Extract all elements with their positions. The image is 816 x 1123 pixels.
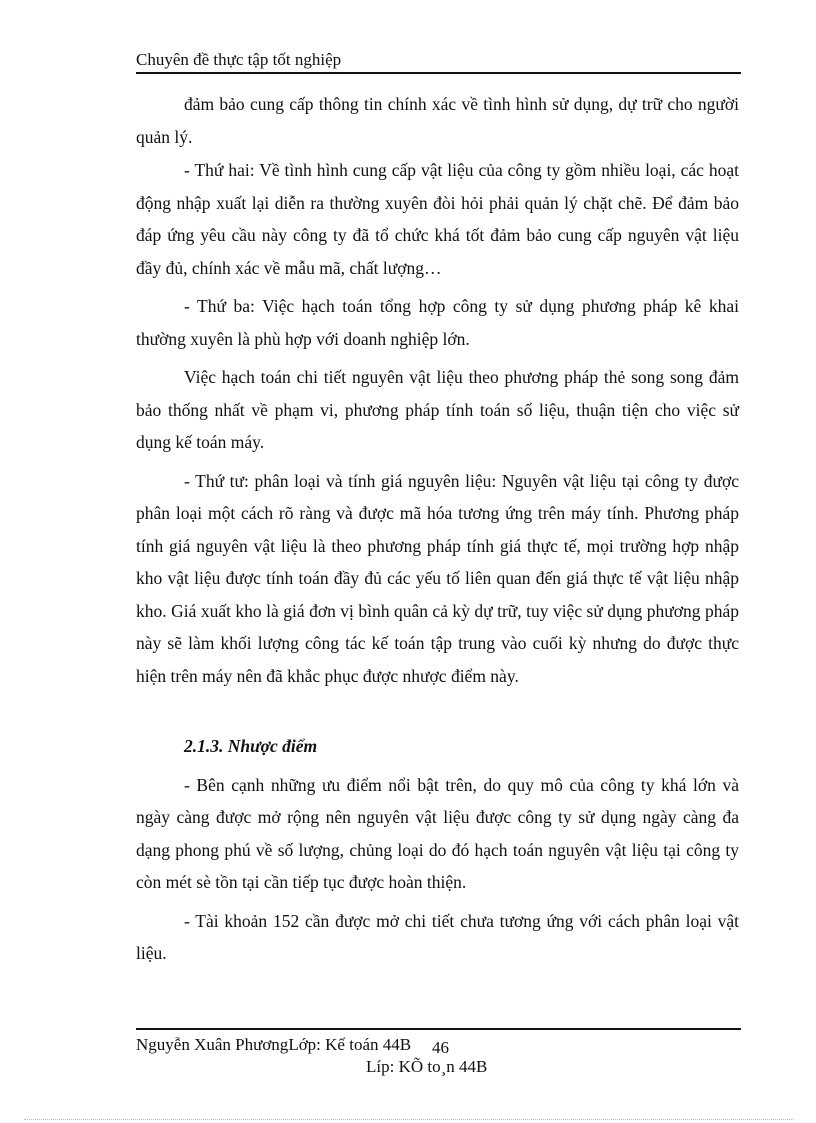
page-edge-dotted-line bbox=[24, 1119, 794, 1120]
section-heading: 2.1.3. Nhược điểm bbox=[184, 736, 318, 756]
paragraph: - Bên cạnh những ưu điểm nổi bật trên, do quy mô của công ty khá lớn và ngày càng được mở rộng nên nguyên vật liệu được công ty sử dụng ngày càng đa dạng phong phú về số lượng, chủng loại do đó hạch toán nguyên vật liệu tại công ty còn mét sè tồn tại cần tiếp tục được hoàn thiện. bbox=[136, 774, 739, 892]
paragraph: Việc hạch toán chi tiết nguyên vật liệu theo phương pháp thẻ song song đảm bảo thống nhất về phạm vi, phương pháp tính toán số liệu, thuận tiện cho việc sử dụng kế toán máy. bbox=[136, 367, 739, 452]
footer-rule bbox=[136, 1028, 741, 1030]
paragraph: - Thứ ba: Việc hạch toán tổng hợp công ty sử dụng phương pháp kê khai thường xuyên là phù hợp với doanh nghiệp lớn. bbox=[136, 296, 739, 349]
header-title: Chuyên đề thực tập tốt nghiệp bbox=[136, 50, 342, 69]
paragraph: - Thứ hai: Về tình hình cung cấp vật liệu của công ty gồm nhiều loại, các hoạt động nhập xuất lại diễn ra thường xuyên đòi hỏi phải quản lý chặt chẽ. Để đảm bảo đáp ứng yêu cầu này công ty đã tổ chức khá tốt đảm bảo cung cấp nguyên vật liệu đầy đủ, chính xác về mẫu mã, chất lượng… bbox=[136, 160, 739, 278]
footer-class: Lớp: Kế toán 44B bbox=[288, 1035, 412, 1054]
paragraph: - Tài khoản 152 cần được mở chi tiết chưa tương ứng với cách phân loại vật liệu. bbox=[136, 910, 739, 963]
footer-author: Nguyễn Xuân Phương bbox=[136, 1035, 289, 1054]
document-body bbox=[136, 88, 739, 970]
paragraph: - Thứ tư: phân loại và tính giá nguyên liệu: Nguyên vật liệu tại công ty được phân loại một cách rõ ràng và được mã hóa tương ứng trên máy tính. Phương pháp tính giá nguyên vật liệu là theo phương pháp tính giá thực tế, mọi trường hợp nhập kho vật liệu được tính toán đầy đủ các yếu tố liên quan đến giá thực tế vật liệu nhập kho. Giá xuất kho là giá đơn vị bình quân cả kỳ dự trữ, tuy việc sử dụng phương pháp này sẽ làm khối lượng công tác kế toán tập trung vào cuối kỳ nhưng do được thực hiện trên máy nên đã khắc phục được nhược điểm này. bbox=[136, 470, 739, 686]
footer-class-garbled: Líp: KÕ to¸n 44B bbox=[366, 1057, 488, 1076]
paragraph: đảm bảo cung cấp thông tin chính xác về tình hình sử dụng, dự trữ cho người quản lý. bbox=[136, 94, 739, 147]
running-header bbox=[136, 48, 741, 74]
page-number: 46 bbox=[432, 1038, 449, 1057]
footer-author-class bbox=[136, 1034, 411, 1056]
